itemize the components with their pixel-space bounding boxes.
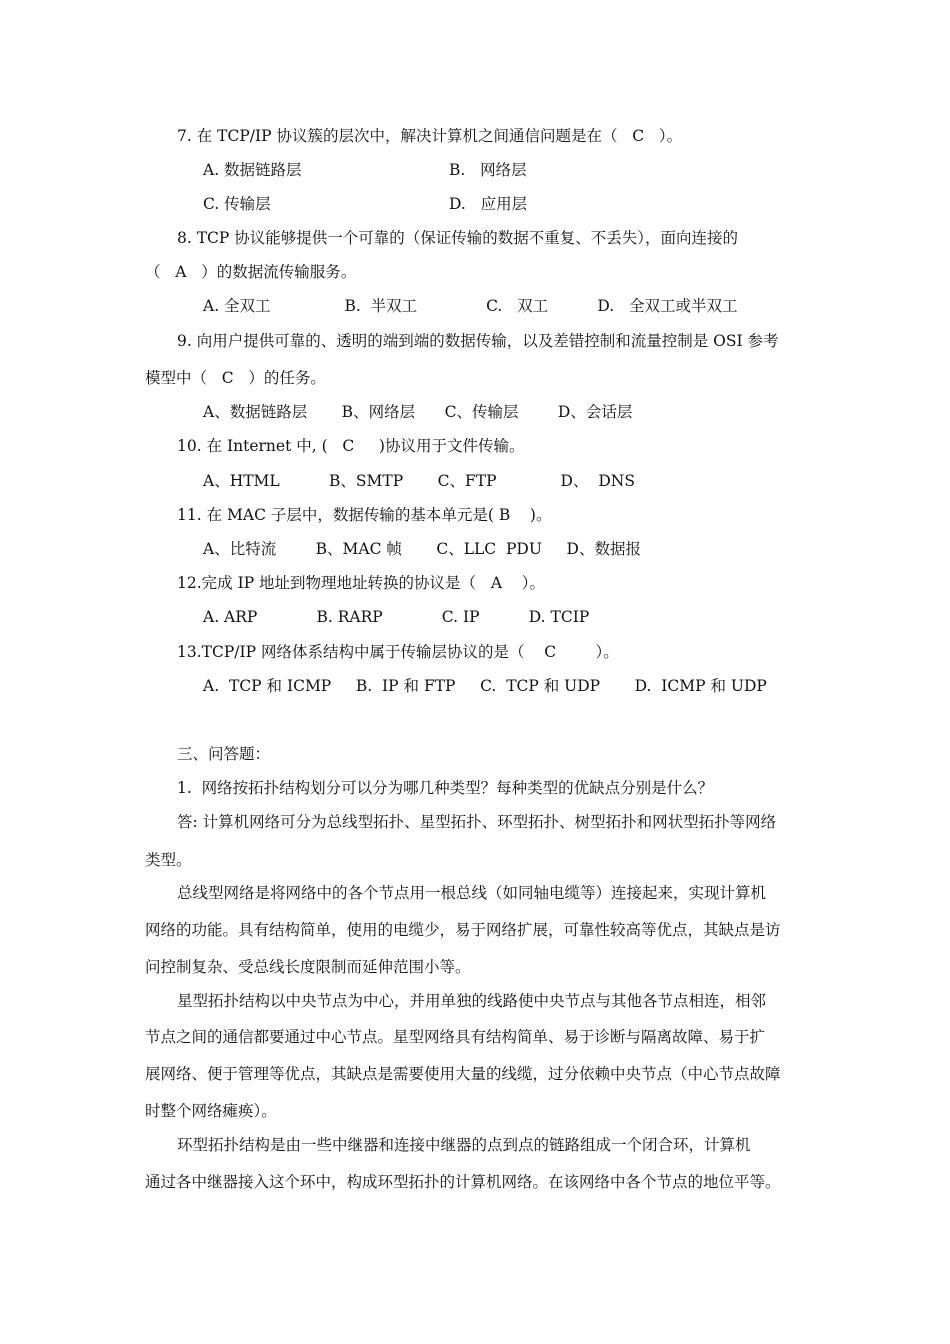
question-7-option-b: B. 网络层 — [449, 161, 527, 179]
question-7-option-a: A. 数据链路层 — [203, 161, 302, 179]
ring-paragraph-line-1: 环型拓扑结构是由一些中继器和连接中继器的点到点的链路组成一个闭合环，计算机 — [177, 1136, 751, 1154]
question-7-option-c: C. 传输层 — [203, 195, 271, 213]
question-9: 9. 向用户提供可靠的、透明的端到端的数据传输，以及差错控制和流量控制是 OSI 参考 — [177, 332, 779, 350]
section-3-heading: 三、问答题： — [177, 745, 271, 763]
star-paragraph-line-1: 星型拓扑结构以中央节点为中心，并用单独的线路使中央节点与其他各节点相连，相邻 — [177, 992, 767, 1010]
answer-line-1: 答: 计算机网络可分为总线型拓扑、星型拓扑、环型拓扑、树型拓扑和网状型拓扑等网络 — [177, 813, 777, 831]
bus-paragraph-line-2: 网络的功能。具有结构简单，使用的电缆少，易于网络扩展，可靠性较高等优点，其缺点是访 — [145, 921, 781, 939]
question-8-options: A. 全双工 B. 半双工 C. 双工 D. 全双工或半双工 — [203, 297, 738, 315]
question-10-options: A、HTML B、SMTP C、FTP D、 DNS — [203, 472, 635, 490]
question-9-options: A、数据链路层 B、网络层 C、传输层 D、会话层 — [203, 403, 633, 421]
question-9-continuation: 模型中（ C ）的任务。 — [145, 369, 326, 387]
star-paragraph-line-2: 节点之间的通信都要通过中心节点。星型网络具有结构简单、易于诊断与隔离故障、易于扩 — [145, 1028, 766, 1046]
answer-line-2: 类型。 — [145, 851, 192, 869]
question-8-continuation: （ A ）的数据流传输服务。 — [145, 263, 357, 281]
star-paragraph-line-4: 时整个网络瘫痪）。 — [145, 1102, 277, 1120]
star-paragraph-line-3: 展网络、便于管理等优点，其缺点是需要使用大量的线缆，过分依赖中央节点（中心节点故障 — [145, 1065, 781, 1083]
question-12-options: A. ARP B. RARP C. IP D. TCIP — [203, 608, 590, 626]
bus-paragraph-line-1: 总线型网络是将网络中的各个节点用一根总线（如同轴电缆等）连接起来，实现计算机 — [177, 884, 767, 902]
bus-paragraph-line-3: 问控制复杂、受总线长度限制而延伸范围小等。 — [145, 958, 471, 976]
question-11: 11. 在 MAC 子层中，数据传输的基本单元是( B )。 — [177, 506, 552, 524]
question-8: 8. TCP 协议能够提供一个可靠的（保证传输的数据不重复、不丢失），面向连接的 — [177, 229, 739, 247]
question-13-options: A. TCP 和 ICMP B. IP 和 FTP C. TCP 和 UDP D. ICMP 和 UDP — [203, 677, 767, 695]
question-12: 12.完成 IP 地址到物理地址转换的协议是（ A ）。 — [177, 574, 545, 592]
question-13: 13.TCP/IP 网络体系结构中属于传输层协议的是（ C ）。 — [177, 643, 619, 661]
section-3-question-1: 1. 网络按拓扑结构划分可以分为哪几种类型？每种类型的优缺点分别是什么？ — [177, 779, 714, 797]
ring-paragraph-line-2: 通过各中继器接入这个环中，构成环型拓扑的计算机网络。在该网络中各个节点的地位平等。 — [145, 1173, 781, 1191]
question-11-options: A、比特流 B、MAC 帧 C、LLC PDU D、数据报 — [203, 540, 641, 558]
question-7-option-d: D. 应用层 — [449, 195, 528, 213]
question-10: 10. 在 Internet 中, ( C )协议用于文件传输。 — [177, 437, 525, 455]
question-7: 7. 在 TCP/IP 协议簇的层次中，解决计算机之间通信问题是在（ C ）。 — [177, 127, 683, 145]
